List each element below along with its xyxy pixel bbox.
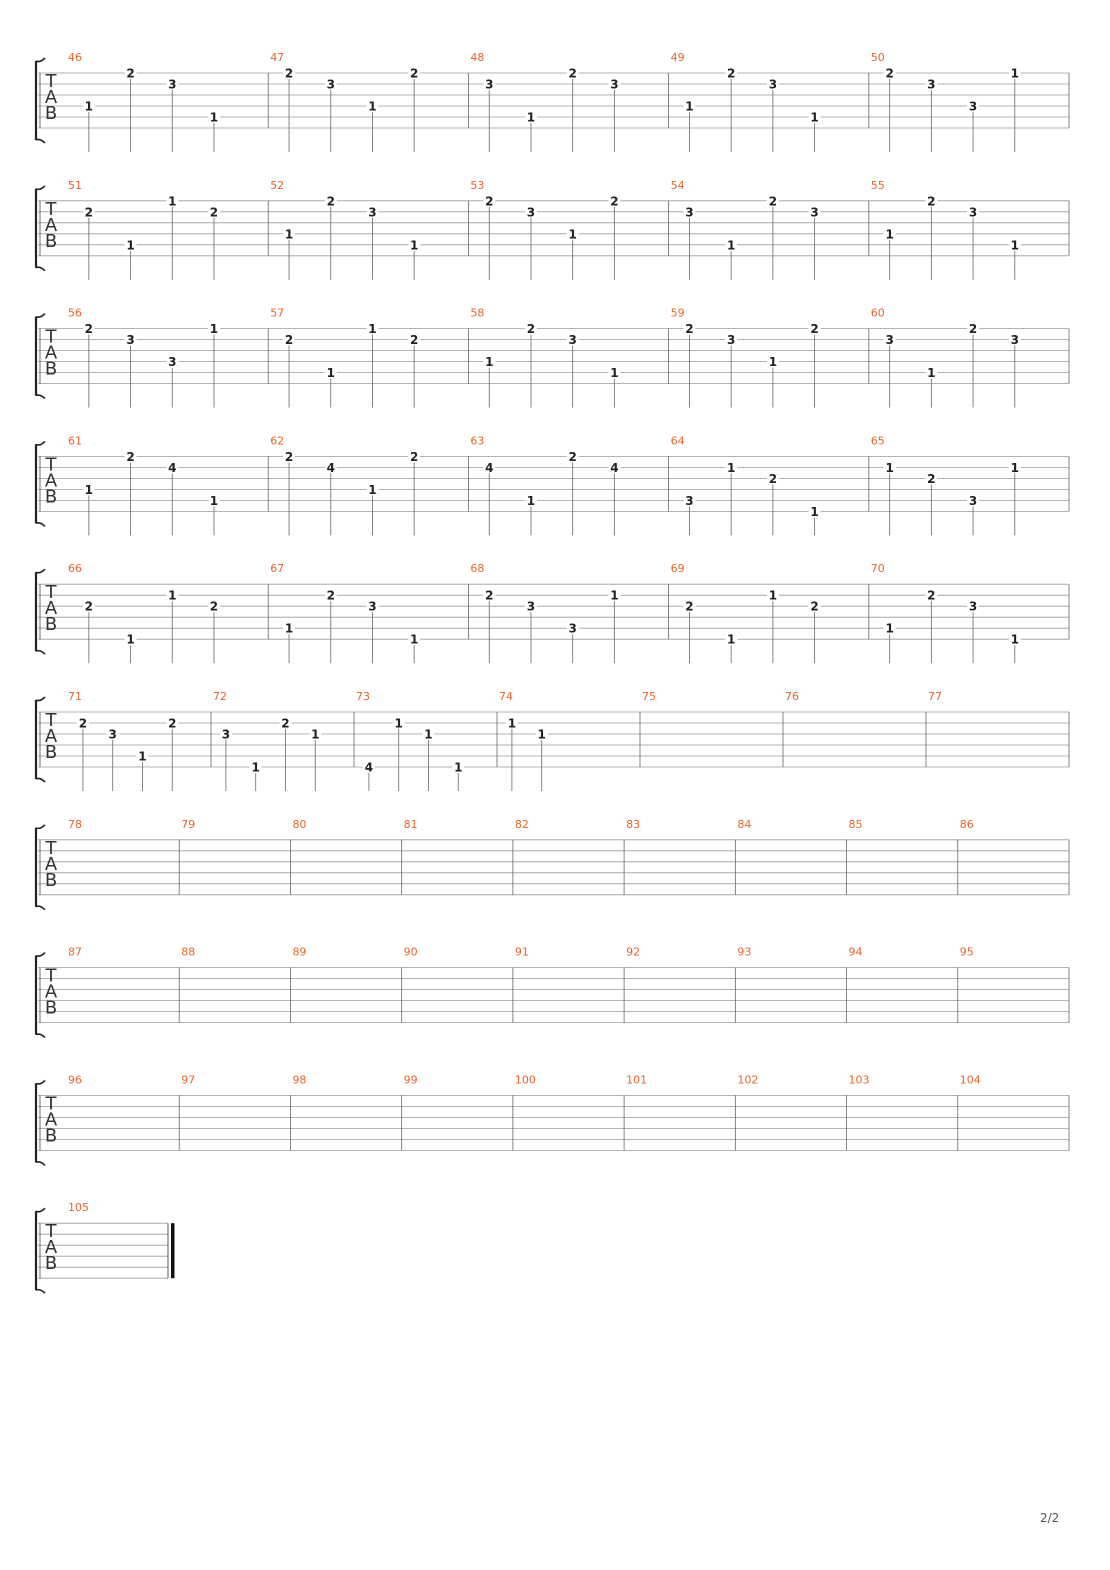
tab-clef-letter: B xyxy=(44,103,58,124)
system-bracket-top xyxy=(36,58,45,62)
fret-number: 3 xyxy=(610,77,619,92)
fret-number: 1 xyxy=(526,110,536,125)
tab-clef-letter: A xyxy=(44,214,58,236)
tab-clef-letter: T xyxy=(45,837,57,859)
measure-number: 88 xyxy=(181,945,196,959)
fret-number: 1 xyxy=(138,749,147,764)
fret-number: 1 xyxy=(726,460,736,475)
measure-number: 53 xyxy=(470,178,485,192)
measure-number: 94 xyxy=(848,945,863,959)
fret-number: 1 xyxy=(368,482,377,497)
measure-number: 80 xyxy=(292,817,307,831)
measure-number: 73 xyxy=(356,690,370,703)
system-bracket-top xyxy=(36,314,45,318)
fret-number: 2 xyxy=(326,194,335,209)
measure-number: 56 xyxy=(68,306,82,320)
fret-number: 3 xyxy=(927,77,936,92)
tab-clef-letter: T xyxy=(45,1093,57,1115)
measure-number: 69 xyxy=(670,562,685,576)
fret-number: 2 xyxy=(685,322,694,337)
measure-number: 100 xyxy=(514,1073,536,1087)
measure-number: 89 xyxy=(292,945,307,959)
fret-number: 1 xyxy=(284,621,294,636)
fret-number: 1 xyxy=(610,588,619,603)
fret-number: 1 xyxy=(537,727,546,742)
measure-number: 81 xyxy=(403,817,418,831)
fret-number: 3 xyxy=(885,333,894,348)
fret-number: 2 xyxy=(284,333,294,348)
measure-number: 101 xyxy=(626,1073,648,1087)
fret-number: 1 xyxy=(409,632,419,647)
fret-number: 2 xyxy=(409,66,419,81)
fret-number: 1 xyxy=(1010,238,1019,253)
tab-clef-letter: A xyxy=(44,853,58,875)
measure-number: 98 xyxy=(292,1073,307,1087)
measure-number: 58 xyxy=(470,306,485,320)
tab-clef-letter: A xyxy=(44,1109,58,1131)
measure-number: 66 xyxy=(68,562,82,576)
measure-number: 54 xyxy=(670,178,685,192)
measure-number: 78 xyxy=(68,817,82,831)
tab-clef-letter: T xyxy=(45,582,57,604)
measure-number: 85 xyxy=(848,817,863,831)
fret-number: 2 xyxy=(84,322,94,337)
measure-number: 92 xyxy=(626,945,641,959)
fret-number: 2 xyxy=(126,449,135,464)
fret-number: 1 xyxy=(368,99,377,114)
measure-number: 48 xyxy=(470,51,485,64)
measure-number: 97 xyxy=(181,1073,196,1087)
fret-number: 2 xyxy=(968,322,978,337)
fret-number: 2 xyxy=(409,333,419,348)
measure-number: 55 xyxy=(870,178,885,192)
measure-number: 76 xyxy=(785,690,799,703)
fret-number: 1 xyxy=(326,366,335,381)
tab-clef-letter: A xyxy=(44,470,58,492)
fret-number: 1 xyxy=(126,238,135,253)
fret-number: 1 xyxy=(685,99,694,114)
page-number: 2/2 xyxy=(1040,1511,1060,1525)
tab-clef-letter: B xyxy=(44,230,58,252)
measure-number: 99 xyxy=(403,1073,418,1087)
tab-clef-letter: B xyxy=(44,358,58,380)
fret-number: 4 xyxy=(485,460,494,475)
fret-number: 4 xyxy=(168,460,177,475)
fret-number: 1 xyxy=(726,632,736,647)
measure-number: 77 xyxy=(928,690,942,703)
fret-number: 2 xyxy=(810,599,819,614)
fret-number: 2 xyxy=(526,322,536,337)
fret-number: 2 xyxy=(284,449,294,464)
fret-number: 3 xyxy=(726,333,736,348)
system-bracket-top xyxy=(36,953,45,957)
system-bracket-bottom xyxy=(36,395,45,399)
fret-number: 3 xyxy=(485,77,494,92)
fret-number: 2 xyxy=(726,66,736,81)
tab-clef-letter: T xyxy=(45,198,57,220)
measure-number: 50 xyxy=(870,51,885,64)
measure-number: 46 xyxy=(68,51,82,64)
fret-number: 1 xyxy=(568,227,577,242)
final-barline-thick xyxy=(171,1223,175,1278)
fret-number: 2 xyxy=(927,588,936,603)
fret-number: 2 xyxy=(168,716,177,731)
fret-number: 3 xyxy=(168,355,177,370)
measure-number: 83 xyxy=(626,817,641,831)
system-bracket-bottom xyxy=(36,778,45,782)
fret-number: 3 xyxy=(108,727,117,742)
tab-clef-letter: A xyxy=(44,1237,58,1259)
fret-number: 2 xyxy=(281,716,290,731)
fret-number: 1 xyxy=(84,482,94,497)
measure-number: 61 xyxy=(68,434,82,448)
fret-number: 1 xyxy=(424,727,433,742)
fret-number: 2 xyxy=(126,66,135,81)
system-bracket-top xyxy=(36,441,45,445)
measure-number: 102 xyxy=(737,1073,759,1087)
tab-clef-letter: B xyxy=(44,486,58,508)
tab-clef-letter: T xyxy=(45,710,57,731)
measure-number: 49 xyxy=(670,51,685,64)
system-bracket-top xyxy=(36,1208,45,1212)
measure-number: 68 xyxy=(470,562,485,576)
measure-number: 90 xyxy=(403,945,418,959)
measure-number: 79 xyxy=(181,817,196,831)
system-bracket-bottom xyxy=(36,1034,45,1038)
fret-number: 4 xyxy=(364,760,374,775)
fret-number: 3 xyxy=(968,205,978,220)
fret-number: 1 xyxy=(394,716,403,731)
fret-number: 2 xyxy=(927,471,936,486)
tab-clef-letter: T xyxy=(45,1221,57,1243)
fret-number: 1 xyxy=(1010,66,1019,81)
measure-number: 60 xyxy=(870,306,885,320)
fret-number: 1 xyxy=(1010,632,1019,647)
fret-number: 2 xyxy=(810,322,819,337)
tab-clef-letter: A xyxy=(44,87,58,108)
measure-number: 72 xyxy=(213,690,227,703)
fret-number: 2 xyxy=(84,599,94,614)
tab-clef-letter: T xyxy=(45,71,57,92)
fret-number: 1 xyxy=(885,227,894,242)
system-bracket-top xyxy=(36,825,45,829)
fret-number: 3 xyxy=(368,599,377,614)
fret-number: 1 xyxy=(1010,460,1019,475)
fret-number: 3 xyxy=(1010,333,1019,348)
measure-number: 65 xyxy=(870,434,885,448)
measure-number: 74 xyxy=(499,690,513,703)
fret-number: 4 xyxy=(326,460,335,475)
fret-number: 3 xyxy=(221,727,231,742)
measure-number: 63 xyxy=(470,434,485,448)
fret-number: 3 xyxy=(685,205,694,220)
fret-number: 2 xyxy=(78,716,88,731)
measure-number: 51 xyxy=(68,178,82,192)
fret-number: 2 xyxy=(927,194,936,209)
fret-number: 1 xyxy=(768,588,778,603)
tab-clef-letter: A xyxy=(44,342,58,364)
tab-clef-letter: A xyxy=(44,981,58,1003)
fret-number: 1 xyxy=(507,716,517,731)
fret-number: 3 xyxy=(768,77,778,92)
fret-number: 2 xyxy=(685,599,694,614)
measure-number: 93 xyxy=(737,945,752,959)
measure-number: 86 xyxy=(959,817,974,831)
tab-clef-letter: B xyxy=(44,1125,58,1147)
fret-number: 1 xyxy=(526,493,536,508)
fret-number: 2 xyxy=(84,205,94,220)
measure-number: 96 xyxy=(68,1073,82,1087)
tab-clef-letter: A xyxy=(44,726,58,747)
system-bracket-bottom xyxy=(36,651,45,655)
measure-number: 47 xyxy=(270,51,285,64)
fret-number: 3 xyxy=(968,493,978,508)
fret-number: 2 xyxy=(326,588,335,603)
measure-number: 70 xyxy=(870,562,885,576)
fret-number: 1 xyxy=(885,460,894,475)
fret-number: 3 xyxy=(568,621,577,636)
fret-number: 1 xyxy=(454,760,463,775)
tab-clef-letter: B xyxy=(44,614,58,636)
fret-number: 2 xyxy=(485,194,494,209)
measure-number: 57 xyxy=(270,306,285,320)
measure-number: 62 xyxy=(270,434,285,448)
fret-number: 2 xyxy=(209,205,219,220)
measure-number: 84 xyxy=(737,817,752,831)
system-bracket-bottom xyxy=(36,1162,45,1166)
system-bracket-bottom xyxy=(36,523,45,527)
fret-number: 1 xyxy=(209,493,219,508)
fret-number: 1 xyxy=(209,322,219,337)
fret-number: 3 xyxy=(810,205,819,220)
system-bracket-top xyxy=(36,186,45,190)
fret-number: 1 xyxy=(726,238,736,253)
fret-number: 3 xyxy=(526,599,536,614)
system-bracket-bottom xyxy=(36,1290,45,1294)
fret-number: 3 xyxy=(368,205,377,220)
fret-number: 3 xyxy=(685,493,694,508)
system-bracket-top xyxy=(36,1080,45,1084)
system-bracket-top xyxy=(36,569,45,573)
tab-clef-letter: B xyxy=(44,742,58,763)
fret-number: 1 xyxy=(368,322,377,337)
measure-number: 95 xyxy=(959,945,974,959)
tab-clef-letter: T xyxy=(45,965,57,987)
system-bracket-bottom xyxy=(36,906,45,910)
fret-number: 3 xyxy=(568,333,577,348)
fret-number: 2 xyxy=(610,194,619,209)
fret-number: 1 xyxy=(168,194,177,209)
fret-number: 4 xyxy=(610,460,619,475)
measure-number: 87 xyxy=(68,945,82,959)
fret-number: 2 xyxy=(209,599,219,614)
fret-number: 2 xyxy=(768,194,778,209)
tab-clef-letter: B xyxy=(44,869,58,891)
fret-number: 1 xyxy=(126,632,135,647)
system-bracket-bottom xyxy=(36,267,45,271)
tab-clef-letter: T xyxy=(45,326,57,348)
fret-number: 1 xyxy=(927,366,936,381)
measure-number: 105 xyxy=(68,1201,89,1215)
measure-number: 103 xyxy=(848,1073,870,1087)
measure-number: 71 xyxy=(68,690,82,703)
measure-number: 91 xyxy=(514,945,529,959)
fret-number: 2 xyxy=(485,588,494,603)
fret-number: 1 xyxy=(251,760,260,775)
fret-number: 3 xyxy=(526,205,536,220)
fret-number: 1 xyxy=(810,504,819,519)
measure-number: 52 xyxy=(270,178,285,192)
measure-number: 104 xyxy=(959,1073,981,1087)
fret-number: 3 xyxy=(326,77,335,92)
system-bracket-bottom xyxy=(36,139,45,143)
fret-number: 3 xyxy=(968,599,978,614)
fret-number: 1 xyxy=(409,238,419,253)
measure-number: 59 xyxy=(670,306,685,320)
fret-number: 1 xyxy=(209,110,219,125)
fret-number: 1 xyxy=(168,588,177,603)
fret-number: 1 xyxy=(311,727,320,742)
fret-number: 1 xyxy=(810,110,819,125)
fret-number: 1 xyxy=(485,355,494,370)
fret-number: 2 xyxy=(568,66,577,81)
fret-number: 1 xyxy=(610,366,619,381)
fret-number: 2 xyxy=(409,449,419,464)
fret-number: 3 xyxy=(168,77,177,92)
fret-number: 2 xyxy=(885,66,894,81)
measure-number: 82 xyxy=(514,817,529,831)
fret-number: 2 xyxy=(284,66,294,81)
fret-number: 1 xyxy=(284,227,294,242)
tab-clef-letter: T xyxy=(45,454,57,476)
fret-number: 3 xyxy=(968,99,978,114)
fret-number: 1 xyxy=(768,355,778,370)
tab-clef-letter: A xyxy=(44,598,58,620)
measure-number: 67 xyxy=(270,562,285,576)
measure-number: 75 xyxy=(642,690,656,703)
fret-number: 2 xyxy=(768,471,778,486)
fret-number: 1 xyxy=(84,99,94,114)
system-bracket-top xyxy=(36,697,45,701)
tab-clef-letter: B xyxy=(44,1253,58,1275)
fret-number: 3 xyxy=(126,333,135,348)
fret-number: 1 xyxy=(885,621,894,636)
tab-clef-letter: B xyxy=(44,997,58,1019)
fret-number: 2 xyxy=(568,449,577,464)
measure-number: 64 xyxy=(670,434,685,448)
